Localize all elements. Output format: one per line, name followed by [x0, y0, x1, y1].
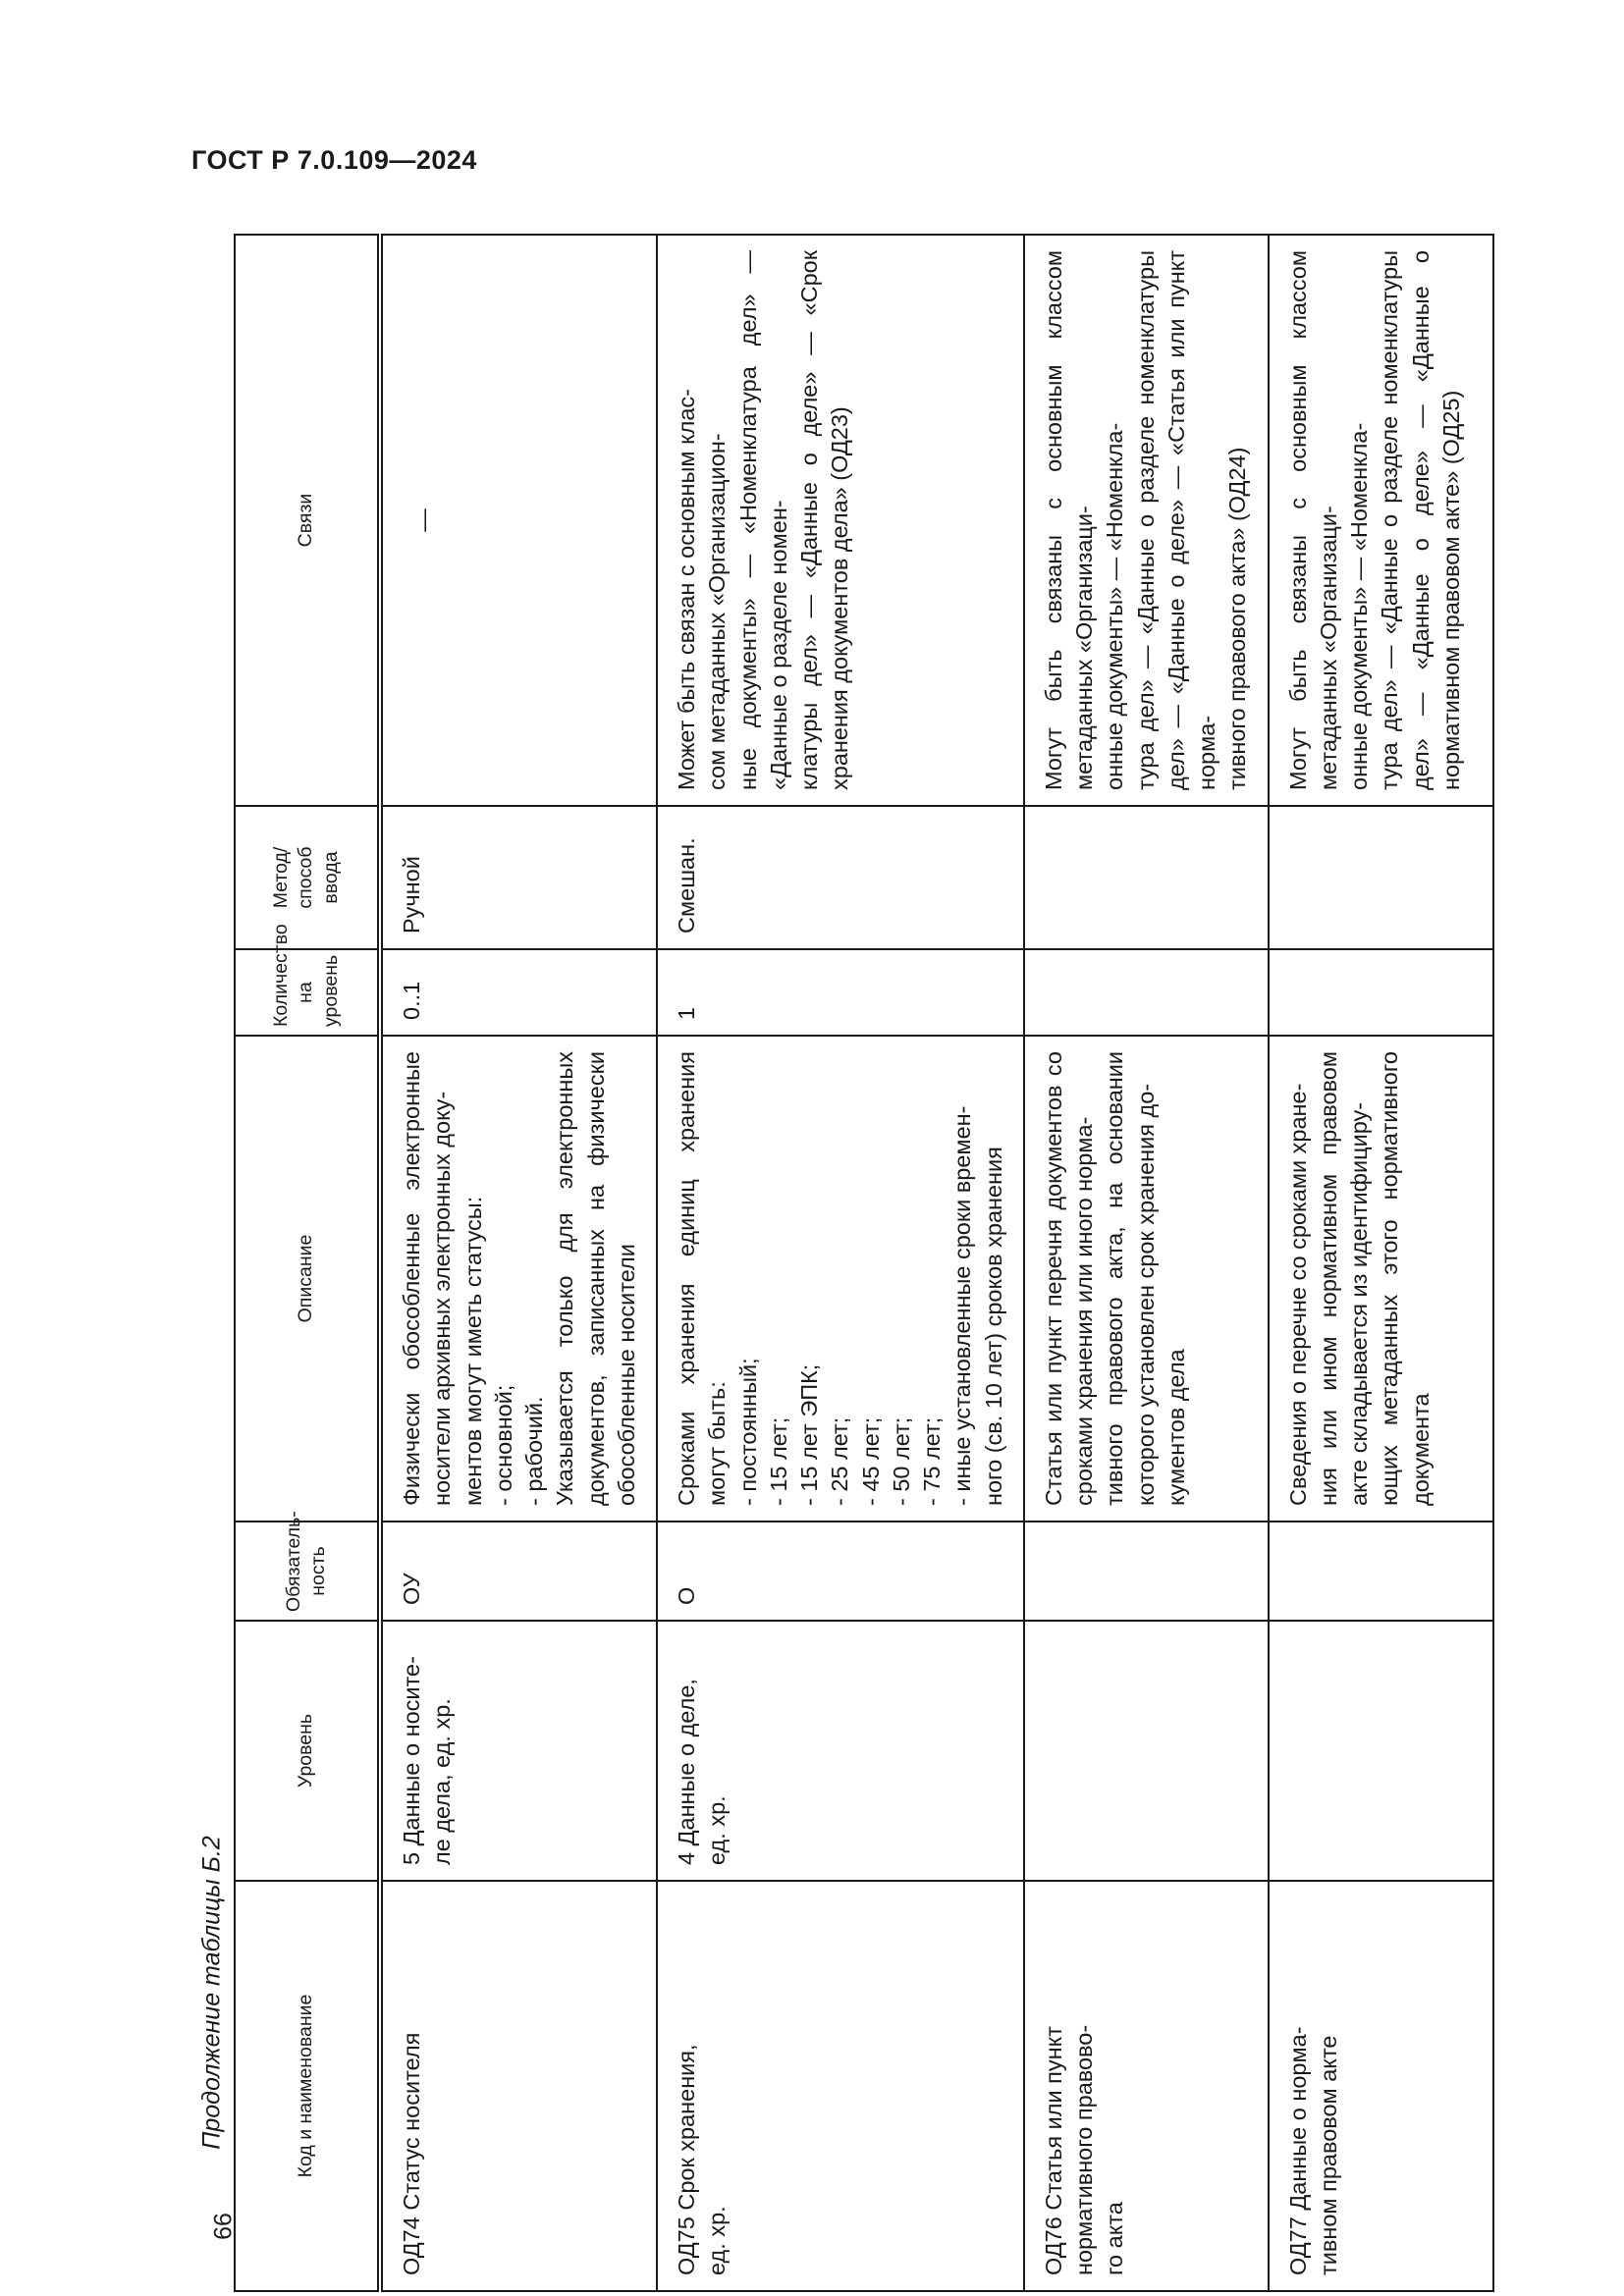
cell-description: Сроками хранения единиц хранения могут быть: - постоянный; - 15 лет; - 15 лет ЭПК; - 25 лет; - 45 лет; - 50 лет; - 75 лет; - иные установленные сроки времен- ного (св. 10 лет) сроков хранения	[657, 1036, 1024, 1522]
cell-links: Могут быть связаны с основным классом метаданных «Организаци- онные документы» — «Номенкла- тура дел» — «Данные о разделе номенклатуры дел» — «Данные о деле» — «Данные о нормативном правовом акте» (ОД25)	[1269, 235, 1493, 806]
header-cell-method	[235, 806, 380, 949]
table-caption: Продолжение таблицы Б.2	[197, 1836, 226, 2150]
cell-description: Физически обособленные электронные носители архивных электронных доку- ментов могут иметь статусы: - основной; - рабочий. Указывается только для электронных документов, записанных на физически обособленные носители	[380, 1036, 657, 1522]
page-number: 66	[209, 2213, 238, 2240]
table-row	[1269, 235, 1493, 2291]
cell-code: ОД75 Срок хранения, ед. хр.	[657, 1881, 1024, 2291]
cell-method: Ручной	[380, 806, 657, 949]
cell-level	[1024, 1621, 1269, 1881]
header-quantity-line: Количество	[269, 924, 292, 1027]
header-cell-quantity	[235, 924, 380, 1036]
table-header-row	[235, 235, 380, 2291]
header-cell-code	[235, 1881, 380, 2291]
cell-code: ОД74 Статус носителя	[380, 1881, 657, 2291]
metadata-table	[234, 234, 1494, 2292]
cell-quantity	[1269, 949, 1493, 1036]
header-method-text	[269, 815, 344, 940]
table-row	[380, 235, 657, 2291]
header-quantity-line: на уровень	[295, 954, 342, 1027]
header-cell-description	[235, 1036, 380, 1522]
header-links-line: Связи	[295, 493, 317, 548]
header-method-line: способ	[295, 846, 317, 909]
cell-obligation	[1024, 1522, 1269, 1621]
table-row	[1024, 235, 1269, 2291]
cell-links: Может быть связан с основным клас- сом метаданных «Организацион- ные документы» — «Номенклатура дел» — «Данные о разделе номен- клатуры дел» — «Данные о деле» — «Срок хранения документов дела» (ОД23)	[657, 235, 1024, 806]
cell-description: Сведения о перечне со сроками хране- ния или ином нормативном правовом акте складывается из идентифициру- ющих метаданных этого нормативного документа	[1269, 1036, 1493, 1522]
cell-method	[1024, 806, 1269, 949]
header-level-line: Уровень	[295, 1713, 317, 1789]
header-links-text	[294, 243, 318, 797]
cell-level: 4 Данные о деле, ед. хр.	[657, 1621, 1024, 1881]
cell-description: Статья или пункт перечня документов со сроками хранения или иного норма- тивного правового акта, на основании которого установлен срок хранения до- кументов дела	[1024, 1036, 1269, 1522]
cell-code: ОД76 Статья или пункт нормативного правово- го акта	[1024, 1881, 1269, 2291]
header-method-line: Метод/	[269, 846, 292, 909]
document-header-title: ГОСТ Р 7.0.109—2024	[191, 145, 477, 175]
cell-quantity	[1024, 949, 1269, 1036]
cell-level: 5 Данные о носите- ле дела, ед. хр.	[380, 1621, 657, 1881]
cell-method	[1269, 806, 1493, 949]
cell-links: —	[380, 235, 657, 806]
table-row	[657, 235, 1024, 2291]
header-code-text	[294, 1890, 318, 2282]
header-quantity-text	[269, 924, 344, 1027]
cell-quantity: 0..1	[380, 949, 657, 1036]
header-code-line: Код и наименование	[295, 1994, 317, 2178]
cell-quantity: 1	[657, 949, 1024, 1036]
header-method-line: ввода	[319, 851, 342, 904]
header-obligation-text	[282, 1511, 332, 1612]
header-obligation-line: ность	[307, 1546, 329, 1596]
cell-code: ОД77 Данные о норма- тивном правовом акте	[1269, 1881, 1493, 2291]
cell-obligation: О	[657, 1522, 1024, 1621]
header-obligation-line: Обязатель-	[282, 1511, 304, 1612]
header-cell-obligation	[235, 1511, 380, 1621]
cell-method: Смешан.	[657, 806, 1024, 949]
cell-obligation: ОУ	[380, 1522, 657, 1621]
table-container	[234, 236, 1464, 2292]
header-description-text	[294, 1044, 318, 1513]
header-level-text	[294, 1629, 318, 1872]
header-cell-level	[235, 1621, 380, 1881]
cell-obligation	[1269, 1522, 1493, 1621]
header-description-line: Описание	[295, 1234, 317, 1323]
cell-level	[1269, 1621, 1493, 1881]
cell-links: Могут быть связаны с основным классом метаданных «Организаци- онные документы» — «Номенкла- тура дел» — «Данные о разделе номенклатуры дел» — «Данные о деле» — «Статья или пункт норма- тивного правового акта» (ОД24)	[1024, 235, 1269, 806]
header-cell-links	[235, 235, 380, 806]
rotated-table-frame	[234, 236, 1464, 2292]
